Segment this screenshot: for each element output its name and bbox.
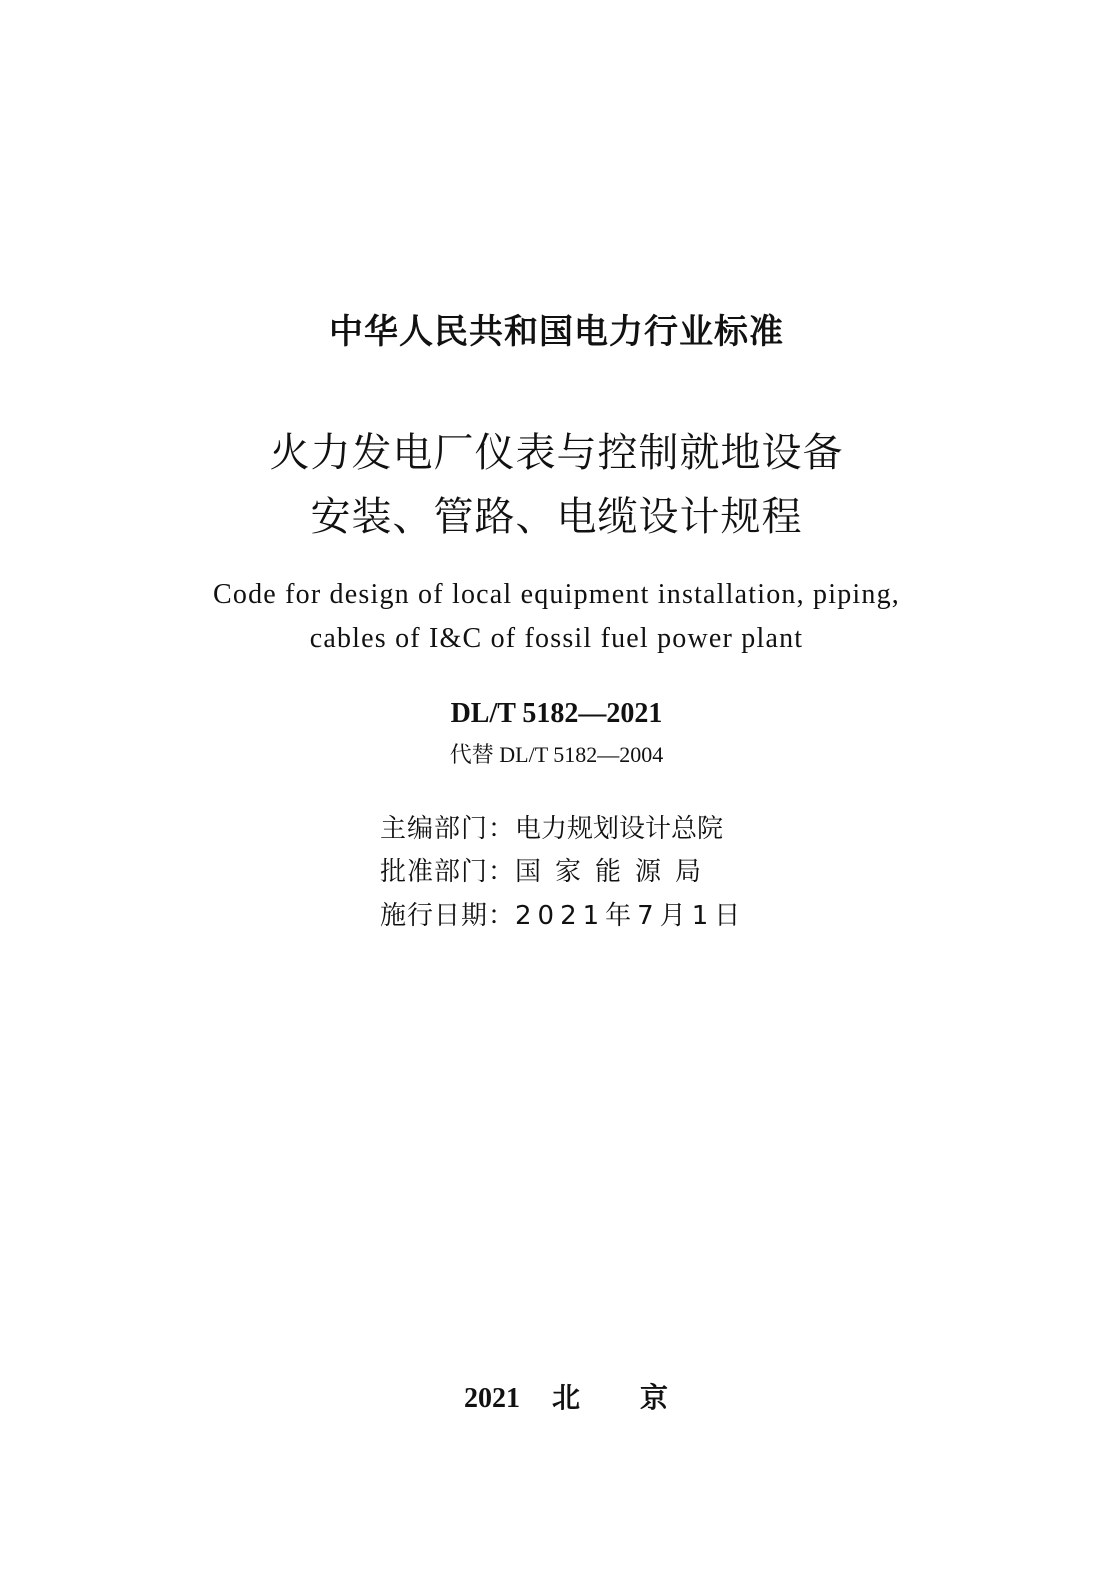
replaces-standard: 代替 DL/T 5182—2004 [449,742,664,767]
publication-footer [464,1378,728,1419]
publication-city: 北京 [552,1381,729,1414]
effective-date-row [380,898,746,934]
editor-department-label: 主编部门： [380,814,516,844]
standard-code: DL/T 5182—2021 [450,698,663,729]
publication-year: 2021 [464,1383,520,1414]
effective-date-value: 2021年7月1日 [515,901,747,931]
approver-department-row [380,854,715,890]
editor-department-value: 电力规划设计总院 [515,814,724,844]
approver-department-value: 国家能源局 [515,857,716,887]
title-english-line-1: Code for design of local equipment installation, piping, [213,579,900,610]
effective-date-label: 施行日期： [380,901,516,931]
title-chinese-line-1: 火力发电厂仪表与控制就地设备 [269,430,844,476]
standard-category: 中华人民共和国电力行业标准 [329,312,784,352]
editor-department-row [380,811,723,847]
approver-department-label: 批准部门： [380,857,516,887]
title-chinese-line-2: 安装、管路、电缆设计规程 [310,494,803,540]
title-english-line-2: cables of I&C of fossil fuel power plant [309,623,804,654]
